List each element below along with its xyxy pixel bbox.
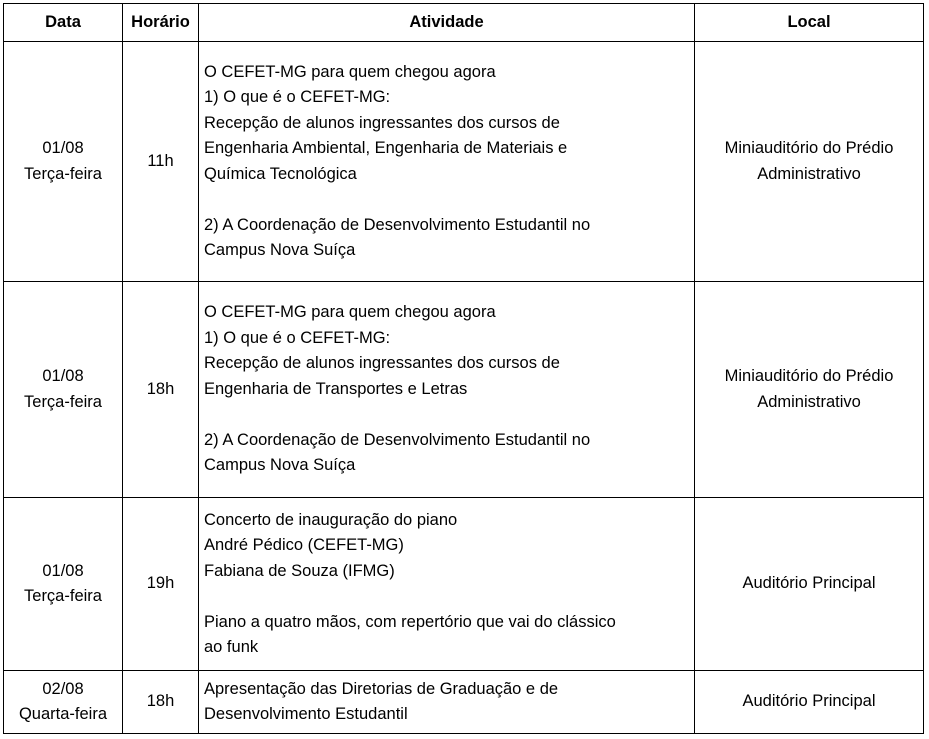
activity-cell	[199, 282, 695, 498]
activity-line: ao funk	[204, 638, 259, 656]
activity-cell	[199, 42, 695, 282]
date-text: 01/08	[42, 561, 84, 580]
header-data: Data	[4, 4, 123, 42]
header-horario: Horário	[123, 4, 199, 42]
date-text: 01/08	[42, 367, 84, 385]
local-text: Administrativo	[757, 392, 861, 411]
weekday-text: Terça-feira	[24, 587, 102, 605]
date-cell	[4, 282, 123, 498]
date-cell	[4, 498, 123, 671]
activity-line: Química Tecnológica	[204, 164, 357, 183]
activity-line: 2) A Coordenação de Desenvolvimento Estudantil no	[204, 430, 591, 449]
activity-line: Piano a quatro mãos, com repertório que vai do clássico	[204, 612, 616, 631]
weekday-text: Terça-feira	[24, 392, 102, 411]
date-cell	[4, 42, 123, 282]
local-cell	[695, 282, 924, 498]
local-text: Auditório Principal	[742, 692, 876, 711]
activity-line: Recepção de alunos ingressantes dos cursos de	[204, 354, 560, 373]
weekday-text: Quarta-feira	[18, 705, 108, 723]
table-row	[4, 42, 924, 282]
table-row	[4, 671, 924, 734]
header-atividade: Atividade	[199, 4, 695, 42]
local-cell	[695, 498, 924, 671]
activity-line: Fabiana de Souza (IFMG)	[204, 561, 395, 580]
activity-spacer	[204, 402, 690, 428]
time-cell: 18h	[123, 282, 199, 498]
activity-spacer	[204, 187, 690, 213]
activity-spacer	[204, 584, 690, 610]
activity-line: 2) A Coordenação de Desenvolvimento Estudantil no	[204, 215, 591, 234]
activity-line: Campus Nova Suíça	[204, 241, 356, 259]
local-text: Miniauditório do Prédio	[724, 367, 894, 385]
time-cell: 19h	[123, 498, 199, 671]
date-text: 02/08	[42, 679, 84, 698]
activity-line: Concerto de inauguração do piano	[204, 510, 458, 529]
activity-line: 1) O que é o CEFET-MG:	[204, 88, 391, 106]
header-local: Local	[695, 4, 924, 42]
time-cell: 18h	[123, 671, 199, 734]
date-text: 01/08	[42, 139, 84, 157]
local-text: Auditório Principal	[742, 574, 876, 593]
local-cell	[695, 42, 924, 282]
table-row	[4, 282, 924, 498]
time-cell: 11h	[123, 42, 199, 282]
activity-line: 1) O que é o CEFET-MG:	[204, 328, 391, 347]
weekday-text: Terça-feira	[24, 164, 102, 183]
activity-cell	[199, 498, 695, 671]
header-row	[4, 4, 924, 42]
activity-line: Campus Nova Suíça	[204, 456, 356, 475]
activity-cell	[199, 671, 695, 734]
activity-line: André Pédico (CEFET-MG)	[204, 536, 404, 554]
activity-line: Desenvolvimento Estudantil	[204, 705, 408, 723]
local-text: Administrativo	[757, 164, 861, 183]
activity-line: Engenharia de Transportes e Letras	[204, 379, 468, 398]
activity-line: Apresentação das Diretorias de Graduação e de	[204, 679, 559, 698]
activity-line: Engenharia Ambiental, Engenharia de Materiais e	[204, 139, 568, 157]
activity-line: O CEFET-MG para quem chegou agora	[204, 62, 496, 81]
activity-line: Recepção de alunos ingressantes dos cursos de	[204, 113, 560, 132]
schedule-table	[3, 3, 924, 734]
activity-line: O CEFET-MG para quem chegou agora	[204, 303, 496, 322]
table-row	[4, 498, 924, 671]
local-text: Miniauditório do Prédio	[724, 139, 894, 157]
local-cell	[695, 671, 924, 734]
date-cell	[4, 671, 123, 734]
